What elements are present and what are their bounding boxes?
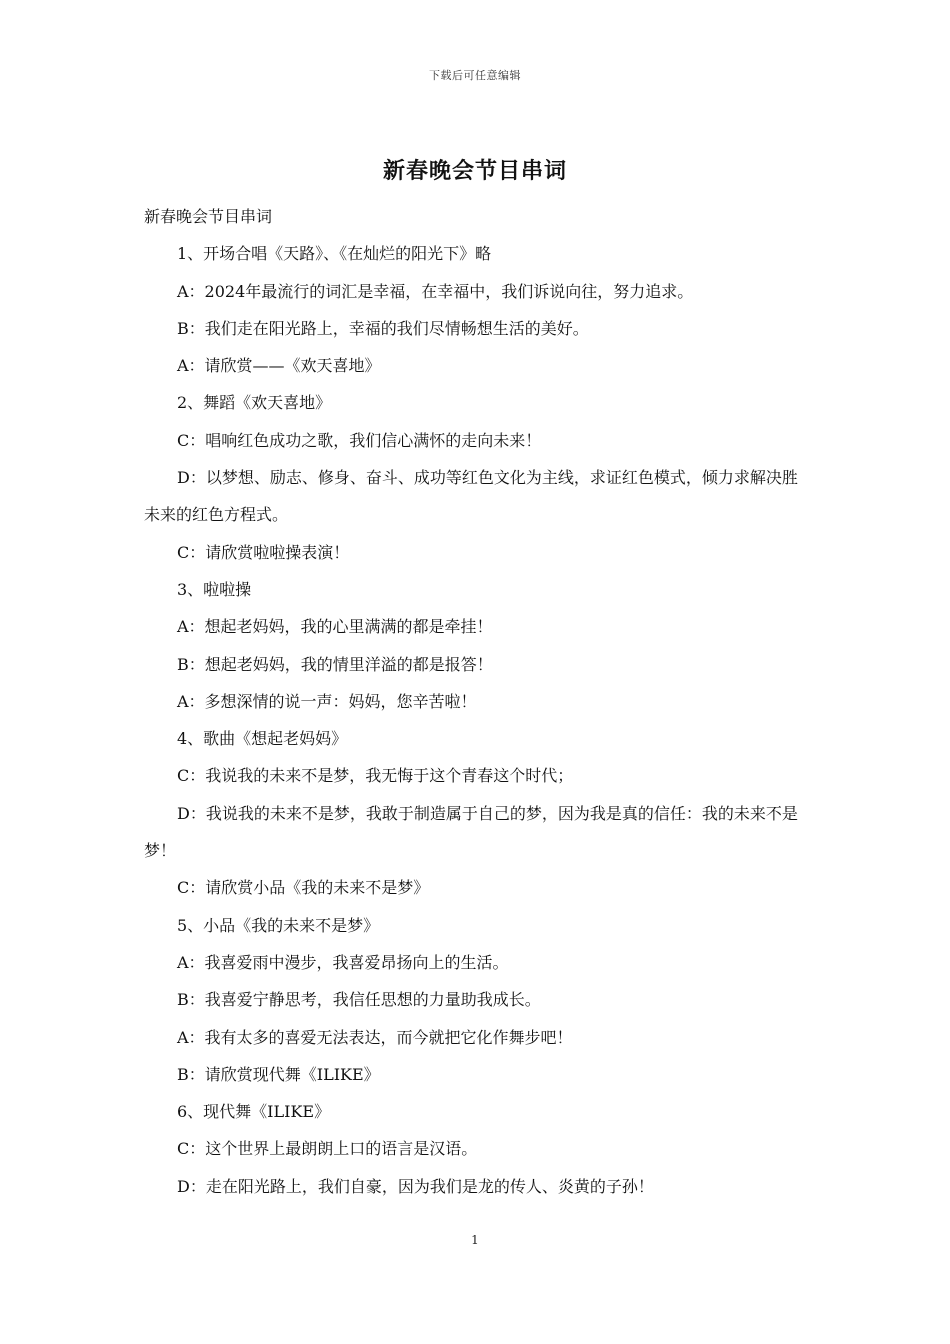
paragraph: A：我喜爱雨中漫步，我喜爱昂扬向上的生活。: [177, 952, 509, 972]
document-body: [144, 198, 804, 1205]
paragraph: 3、啦啦操: [177, 579, 252, 599]
paragraph: C：请欣赏小品《我的未来不是梦》: [177, 878, 430, 898]
paragraph: C：唱响红色成功之歌，我们信心满怀的走向未来！: [177, 430, 542, 450]
paragraph: 2、舞蹈《欢天喜地》: [177, 393, 332, 413]
paragraph: D：我说我的未来不是梦，我敢于制造属于自己的梦，因为我是真的信任：我的未来不是梦！: [144, 803, 798, 861]
paragraph: A：多想深情的说一声：妈妈，您辛苦啦！: [177, 691, 477, 711]
paragraph-subtitle: 新春晚会节目串词: [144, 207, 273, 226]
paragraph: D：走在阳光路上，我们自豪，因为我们是龙的传人、炎黄的子孙！: [177, 1176, 654, 1196]
paragraph: B：想起老妈妈，我的情里洋溢的都是报答！: [177, 654, 493, 674]
paragraph: 1、开场合唱《天路》、《在灿烂的阳光下》略: [177, 244, 492, 264]
paragraph: A：2024年最流行的词汇是幸福，在幸福中，我们诉说向往，努力追求。: [177, 281, 694, 301]
paragraph: A：想起老妈妈，我的心里满满的都是牵挂！: [177, 617, 493, 637]
page-number: 1: [471, 1233, 479, 1247]
paragraph: C：我说我的未来不是梦，我无悔于这个青春这个时代；: [177, 766, 574, 786]
paragraph: A：请欣赏——《欢天喜地》: [177, 356, 381, 376]
paragraph: B：我喜爱宁静思考，我信任思想的力量助我成长。: [177, 990, 541, 1010]
paragraph: 5、小品《我的未来不是梦》: [177, 915, 380, 935]
paragraph: B：请欣赏现代舞《ILIKE》: [177, 1064, 380, 1084]
paragraph: C：请欣赏啦啦操表演！: [177, 542, 350, 562]
paragraph: 6、现代舞《ILIKE》: [177, 1102, 331, 1122]
paragraph: B：我们走在阳光路上，幸福的我们尽情畅想生活的美好。: [177, 318, 589, 338]
document-title: 新春晚会节目串词: [382, 158, 567, 184]
paragraph: D：以梦想、励志、修身、奋斗、成功等红色文化为主线，求证红色模式，倾力求解决胜未来的红色方程式。: [144, 468, 798, 525]
header-note: 下载后可任意编辑: [429, 69, 521, 82]
paragraph: A：我有太多的喜爱无法表达，而今就把它化作舞步吧！: [177, 1027, 573, 1047]
paragraph: 4、歌曲《想起老妈妈》: [177, 729, 348, 749]
paragraph: C：这个世界上最朗朗上口的语言是汉语。: [177, 1139, 478, 1159]
